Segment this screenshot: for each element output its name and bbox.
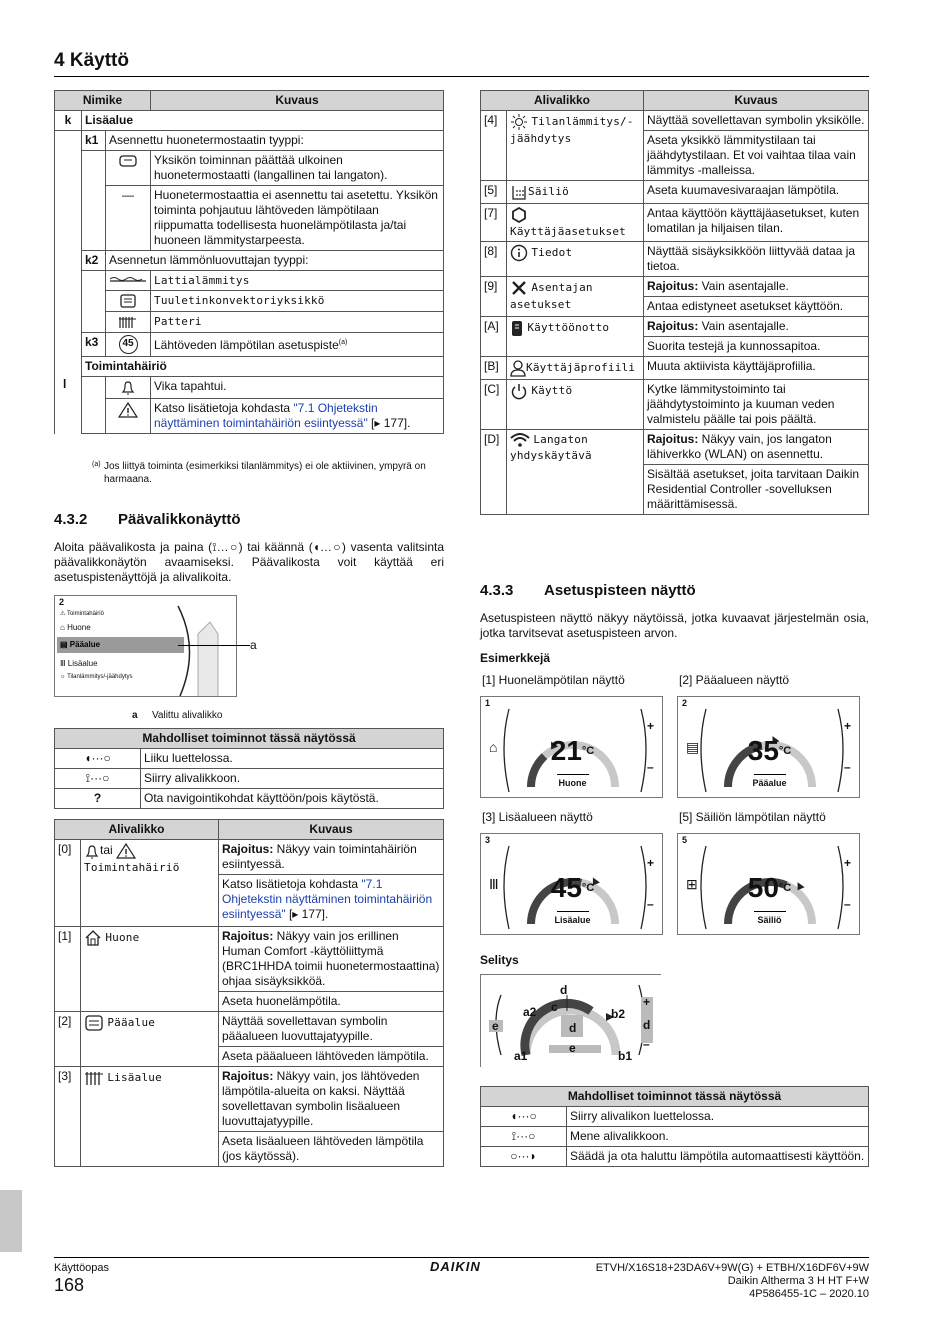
fan-coil-icon: ▤ — [686, 739, 700, 755]
setpoint-value: 50 — [747, 872, 779, 903]
submenu-table-right: Alivalikko Kuvaus [4] Tilanlämmitys/-jäähdytys Näyttää sovellettavan symbolin yksikölle. Aseta yksikkö lämmitystilaan tai jäähdytystilaan. Et voi vaihtaa tilaa vain lämmitys -malleissa. [5] Säiliö Aseta kuumavesivaraajan lämpötila. [7] Käyttäjäasetukset Antaa käyttöön käyttäjäasetukset, kuten lomatilan ja hiljaisen tilan. [8] Tiedot Näyttää sisäyksikköön liittyvää dataa ja tietoa. [9] Asentajan asetukset Rajoitus: Vain asentajalle. Antaa edistyneet asetukset käyttöön. [A] Käyttöönotto Rajoitus: Vain asentajalle. Suorita testejä ja kunnossapitoa. [B] Käyttäjäprofiili Muuta aktiivista käyttäjäprofiilia. [C] Käyttö Kytke lämmitystoiminto tai jäähdytystoiminto ja kuuman veden valmistelu päälle tai pois päältä. [D] Langaton yhdyskäytävä Rajoitus: Näkyy vain, jos langaton lähiverkko (WLAN) on asennettu. Sisältää asetukset, joita tarvitaan Daikin Residential Controller -sovelluksen määrittämisessä. — [480, 90, 869, 515]
submenu-index: [A] — [481, 317, 507, 357]
zone-label: Lisäalue — [554, 915, 591, 925]
setpoint-value: 21 — [550, 735, 582, 766]
menu-item-space: ☼ Tilanlämmitys/-jäähdytys — [60, 674, 133, 680]
legend-label-d: d — [560, 983, 568, 997]
submenu-index: [7] — [481, 204, 507, 242]
submenu-index: [3] — [55, 1067, 81, 1167]
action-text: Säädä ja ota haluttu lämpötila automaattisesti käyttöön. — [567, 1147, 869, 1167]
k1-dash: — — [106, 186, 151, 251]
tank-icon: ⊞ — [686, 876, 698, 892]
submenu-index: [9] — [481, 277, 507, 317]
k1-item-text: Yksikön toiminnan päättää ulkoinen huonetermostaatti (langallinen tai langaton). — [151, 151, 444, 186]
user-icon — [510, 359, 526, 377]
hexagon-icon — [510, 206, 528, 224]
radiator-icon — [118, 314, 138, 330]
actions-header: Mahdolliset toiminnot tässä näytössä — [55, 729, 444, 749]
section-heading-4-3-3: 4.3.3 Asetuspisteen näyttö — [480, 582, 696, 599]
thermostat-icon — [118, 154, 138, 168]
bell-icon — [120, 379, 136, 396]
submenu-index: [8] — [481, 242, 507, 277]
dial-arc-icon — [170, 604, 237, 697]
setpoint-unit: °C — [778, 882, 792, 894]
fan-coil-icon — [84, 1014, 104, 1032]
action-text: Mene alivalikkoon. — [567, 1127, 869, 1147]
menu-item-fault: ⚠ Toimintahäiriö — [60, 611, 104, 617]
example-caption: [3] Lisäalueen näyttö — [482, 810, 593, 824]
label-rule — [557, 774, 589, 775]
section-4-3-3-text: Asetuspisteen näyttö näkyy näytöissä, jotka kuvaavat järjestelmän osia, jotka tarvitsevat asetuspisteen arvon. — [480, 611, 869, 640]
footer-rule — [54, 1257, 869, 1258]
setpoint-value: 45 — [550, 872, 582, 903]
legend-text: Valittu alivalikko — [152, 710, 223, 721]
code-l-label: l — [63, 377, 67, 391]
info-icon — [510, 244, 528, 262]
submenu-name: Käyttäjäprofiili — [526, 361, 636, 375]
zone-label: Säiliö — [757, 915, 782, 925]
submenu-name: Käyttäjäasetukset — [510, 225, 626, 238]
k3-sup: (a) — [338, 339, 348, 346]
label-k2: Asennetun lämmönluovuttajan tyyppi: — [106, 251, 444, 271]
label-k1: Asennettu huonetermostaatin tyyppi: — [106, 131, 444, 151]
chapter-rule — [54, 76, 869, 77]
dial-press-icon: ⟟···○ — [55, 769, 141, 789]
k2-item-text: Patteri — [151, 312, 444, 333]
code-k2: k2 — [82, 251, 106, 271]
submenu-index: [D] — [481, 430, 507, 515]
legend-label-a2: a2 — [523, 1005, 537, 1019]
bell-icon — [84, 843, 100, 860]
col-header-alivalikko: Alivalikko — [481, 91, 644, 111]
legend-label-e-bot: e — [569, 1041, 576, 1055]
callout-line — [178, 645, 250, 646]
actions-table-1 — [54, 728, 444, 809]
section-heading-4-3-2: 4.3.2 Päävalikkonäyttö — [54, 511, 241, 528]
callout-label: a — [250, 638, 257, 652]
footer-doc: Käyttöopas — [54, 1262, 110, 1274]
submenu-name: Tiedot — [531, 246, 573, 260]
setpoint-screen: 5 ⊞ 50°C Säiliö + – — [677, 833, 860, 935]
legend-label-minus: – — [643, 1037, 650, 1051]
legend-table: Nimike Kuvaus k Lisäalue k1 Asennettu huonetermostaatin tyyppi: Yksikön toiminnan päättää ulkoinen huonetermostaatti (langallinen tai langaton). — Huonetermostaattia ei asennettu tai asetettu. Yksikön toiminta pohjautuu lähtöveden lämpötilaan riippumatta todellisesta huonelämpötilasta ja/tai huoneen lämmitystarpeesta. k2 Asennetun lämmönluovuttajan tyyppi: Lattialämmitys Tuuletinkonvektoriyksikkö Patteri k3 45 Lähtöveden lämpötilan asetuspiste$^{(a)}$ Toimintahäiriö Vika tapahtui. Katso lisätietoja kohdasta "7.1 Ohjetekstin näyttäminen toimintahäiriön esiintyessä" [▸ 177]. — [54, 90, 444, 434]
dial-press-icon: ⟟···○ — [481, 1127, 567, 1147]
legend-label-b1: b1 — [618, 1049, 633, 1063]
label-rule — [557, 911, 589, 912]
page-number: 168 — [54, 1275, 85, 1295]
submenu-name: Toimintahäiriö — [84, 861, 180, 874]
plus-button[interactable]: + — [647, 856, 655, 870]
submenu-name: Käyttö — [531, 384, 573, 398]
setpoint-screen: 3 Ⅲ 45°C Lisäalue + – — [480, 833, 663, 935]
setpoint-unit: °C — [581, 745, 595, 757]
tank-icon — [510, 183, 528, 201]
zone-label: Huone — [558, 778, 587, 788]
submenu-index: [0] — [55, 840, 81, 927]
actions-header: Mahdolliset toiminnot tässä näytössä — [481, 1087, 869, 1107]
k2-item-text: Tuuletinkonvektoriyksikkö — [151, 291, 444, 312]
col-header-kuvaus: Kuvaus — [644, 91, 869, 111]
link-7-1[interactable]: "7.1 Ohjetekstin näyttäminen toimintahäiriön esiintyessä" — [222, 877, 433, 921]
label-l: Toimintahäiriö — [82, 357, 444, 377]
legend-label-a1: a1 — [514, 1049, 528, 1063]
legend-title: Selitys — [480, 953, 519, 967]
submenu-name: Lisäalue — [107, 1071, 162, 1085]
submenu-table-left: Alivalikko Kuvaus [0] tai Toimintahäiriö Rajoitus: Näkyy vain toimintahäiriön esiintyessä. Katso lisätietoja kohdasta "7.1 Ohjetekstin näyttäminen toimintahäiriön esiintyessä" [▸ 177]. [1] Huone Rajoitus: Näkyy vain jos erillinen Human Comfort -käyttöliittymä (BRC1HHDA toimii huonetermostaattina) ohjaa sisäyksikköä. Aseta huonelämpötila. [2] Pääalue Näyttää sovellettavan symbolin pääalueen luovuttajatyypille. Aseta pääalueen lähtöveden lämpötila. [3] Lisäalue Rajoitus: Näkyy vain, jos lähtöveden lämpötila-alueita on kaksi. Näyttää sovellettavan symbolin lisäalueen luovuttajatyypille. Aseta lisäalueen lähtöveden lämpötila (jos käytössä). — [54, 819, 444, 1167]
label-rule — [754, 774, 786, 775]
house-icon: ⌂ — [489, 739, 498, 755]
l-item-text: Vika tapahtui. — [151, 377, 444, 399]
fan-coil-icon — [119, 293, 137, 309]
minus-button[interactable]: – — [844, 897, 851, 911]
label-rule — [754, 911, 786, 912]
submenu-name: Langaton yhdyskäytävä — [510, 433, 592, 462]
action-text: Siirry alivalikkoon. — [141, 769, 444, 789]
setpoint-unit: °C — [778, 745, 792, 757]
dial-turn-icon: ◖···○ — [481, 1107, 567, 1127]
setpoint-badge: 45 — [119, 335, 138, 354]
footnote: Jos liittyä toiminta (esimerkiksi tilanlämmitys) ei ole aktiivinen, ympyrä on harmaana. — [104, 461, 426, 485]
legend-label-c: c — [551, 1000, 558, 1014]
setpoint-screen: 2 ▤ 35°C Pääalue + – — [677, 696, 860, 798]
submenu-name: Asentajan asetukset — [510, 281, 593, 311]
menu-item-add-zone: Ⅲ Lisäalue — [60, 659, 98, 668]
action-text: Liiku luettelossa. — [141, 749, 444, 769]
k3-text: Lähtöveden lämpötilan asetuspiste — [154, 338, 339, 352]
action-text: Ota navigointikohdat käyttöön/pois käytöstä. — [141, 789, 444, 809]
col-header-alivalikko: Alivalikko — [55, 820, 219, 840]
setpoint-value: 35 — [747, 735, 779, 766]
example-caption: [2] Pääalueen näyttö — [679, 673, 790, 687]
submenu-index: [C] — [481, 380, 507, 430]
example-caption: [5] Säiliön lämpötilan näyttö — [679, 810, 826, 824]
setpoint-unit: °C — [581, 882, 595, 894]
minus-button[interactable]: – — [647, 897, 654, 911]
submenu-name: Tilanlämmitys/-jäähdytys — [510, 115, 634, 145]
plus-button[interactable]: + — [844, 856, 852, 870]
house-icon — [84, 929, 102, 947]
examples-title: Esimerkkejä — [480, 651, 551, 665]
legend-label-b2: b2 — [611, 1007, 626, 1021]
code-k3: k3 — [82, 333, 106, 357]
col-header-kuvaus: Kuvaus — [219, 820, 444, 840]
menu-item-main-zone: ▤ Pääalue — [60, 640, 101, 649]
submenu-name: Pääalue — [107, 1016, 156, 1030]
radiator-icon — [84, 1069, 104, 1087]
power-icon — [510, 382, 528, 400]
action-text: Siirry alivalikon luettelossa. — [567, 1107, 869, 1127]
dial-turn-icon: ◖···○ — [55, 749, 141, 769]
chapter-title: 4 Käyttö — [54, 50, 129, 71]
legend-diagram — [480, 974, 661, 1067]
submenu-index: [5] — [481, 181, 507, 204]
label-k: Lisäalue — [82, 111, 444, 131]
submenu-index: [1] — [55, 927, 81, 1012]
submenu-name: Käyttöönotto — [527, 321, 610, 335]
brand-logo: DAIKIN — [430, 1259, 481, 1274]
warning-icon — [118, 401, 138, 419]
submenu-index: [4] — [481, 111, 507, 181]
dial-right-icon: ○···◗ — [481, 1147, 567, 1167]
legend-label-d-mid: d — [569, 1021, 577, 1035]
actions-table-2 — [480, 1086, 869, 1167]
k2-item-text: Lattialämmitys — [151, 271, 444, 291]
underfloor-icon — [109, 276, 147, 286]
commissioning-icon — [510, 319, 524, 337]
page-tab — [0, 1190, 22, 1252]
example-caption: [1] Huonelämpötilan näyttö — [482, 673, 625, 687]
legend-label-d-right: d — [643, 1018, 651, 1032]
plus-button[interactable]: + — [844, 719, 852, 733]
link-7-1[interactable]: "7.1 Ohjetekstin näyttäminen toimintahäiriön esiintyessä" — [154, 401, 378, 430]
warning-icon — [116, 842, 136, 860]
code-k1: k1 — [82, 131, 106, 151]
section-4-3-2-text: Aloita päävalikosta ja paina (⟟…○) tai käännä (◖…○) vasenta valitsinta päävalikkonäytön avaamiseksi. Päävalikosta voit käyttää eri asetuspistenäyttöjä ja alivalikoita. — [54, 540, 444, 584]
radiator-icon: Ⅲ — [489, 876, 499, 892]
legend-label-plus: + — [643, 995, 651, 1009]
minus-button[interactable]: – — [844, 760, 851, 774]
submenu-name: Huone — [105, 931, 140, 945]
legend-label-e-left: e — [492, 1019, 499, 1033]
k1-item-text: Huonetermostaattia ei asennettu tai asetettu. Yksikön toiminta pohjautuu lähtöveden lämpötilaan riippumatta todellisesta huonelämpötilasta ja/tai huoneen lämmitystarpeesta. — [151, 186, 444, 251]
wifi-icon — [510, 432, 530, 448]
sun-snow-icon — [510, 113, 528, 131]
footer-model: ETVH/X16S18+23DA6V+9W(G) + ETBH/X16DF6V+9W Daikin Altherma 3 H HT F+W 4P586455-1C – 2020.10 — [595, 1262, 869, 1300]
submenu-name: Säiliö — [528, 185, 569, 199]
help-icon: ? — [55, 789, 141, 809]
footnote-mark: (a) — [92, 461, 101, 468]
zone-label: Pääalue — [752, 778, 787, 788]
menu-item-room: ⌂ Huone — [60, 623, 91, 632]
col-header-kuvaus: Kuvaus — [151, 91, 444, 111]
tools-icon — [510, 279, 528, 297]
main-menu-screen: 2 ⚠ Toimintahäiriö ⌂ Huone ▤ Pääalue Ⅲ Lisäalue ☼ Tilanlämmitys/-jäähdytys — [54, 595, 237, 697]
submenu-index: [2] — [55, 1012, 81, 1067]
legend-key: a — [132, 710, 138, 721]
col-header-nimike: Nimike — [55, 91, 151, 111]
minus-button[interactable]: – — [647, 760, 654, 774]
submenu-index: [B] — [481, 357, 507, 380]
code-k: k — [55, 111, 82, 131]
plus-button[interactable]: + — [647, 719, 655, 733]
setpoint-screen: 1 ⌂ 21°C Huone + – — [480, 696, 663, 798]
